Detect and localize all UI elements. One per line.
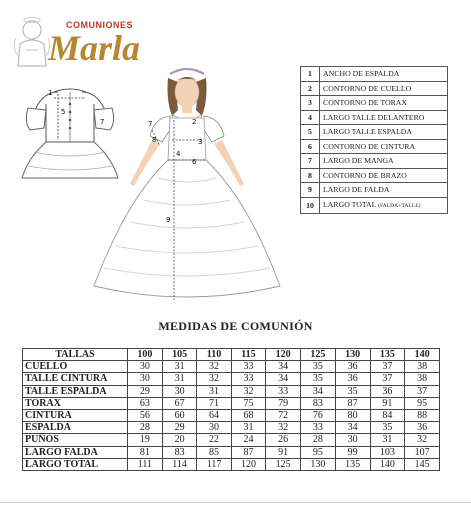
table-cell: 130 — [301, 458, 336, 470]
table-cell: 37 — [370, 373, 405, 385]
table-cell: 37 — [370, 361, 405, 373]
back-marker-7: 7 — [100, 118, 105, 126]
table-cell: 28 — [301, 434, 336, 446]
table-cell: 30 — [128, 361, 163, 373]
measurement-legend — [300, 66, 448, 214]
table-row — [23, 434, 440, 446]
table-cell: 34 — [335, 422, 370, 434]
table-cell: 30 — [335, 434, 370, 446]
table-header-row — [23, 349, 440, 361]
table-cell: 83 — [162, 446, 197, 458]
table-cell: 80 — [335, 409, 370, 421]
row-label: CINTURA — [23, 409, 128, 421]
table-cell: 20 — [162, 434, 197, 446]
row-label: PUÑOS — [23, 434, 128, 446]
table-cell: 135 — [335, 458, 370, 470]
row-label: ESPALDA — [23, 422, 128, 434]
table-cell: 71 — [197, 397, 231, 409]
front-marker-3: 3 — [198, 138, 203, 146]
table-row — [23, 409, 440, 421]
table-cell: 36 — [335, 361, 370, 373]
row-label: TALLE ESPALDA — [23, 385, 128, 397]
front-marker-8: 8 — [152, 136, 157, 144]
column-header: 120 — [266, 349, 301, 361]
table-row — [23, 373, 440, 385]
table-cell: 34 — [266, 373, 301, 385]
front-marker-4: 4 — [176, 150, 181, 158]
table-row — [23, 446, 440, 458]
table-cell: 24 — [231, 434, 266, 446]
table-cell: 35 — [370, 422, 405, 434]
table-cell: 35 — [335, 385, 370, 397]
table-cell: 125 — [266, 458, 301, 470]
table-cell: 95 — [405, 397, 440, 409]
column-header: 115 — [231, 349, 266, 361]
table-cell: 99 — [335, 446, 370, 458]
table-cell: 32 — [197, 373, 231, 385]
table-cell: 30 — [162, 385, 197, 397]
table-cell: 29 — [128, 385, 163, 397]
table-cell: 33 — [231, 361, 266, 373]
table-cell: 87 — [231, 446, 266, 458]
table-row — [23, 361, 440, 373]
row-label: TALLE CINTURA — [23, 373, 128, 385]
table-cell: 35 — [301, 361, 336, 373]
back-marker-5: 5 — [61, 108, 66, 116]
table-cell: 38 — [405, 361, 440, 373]
table-cell: 29 — [162, 422, 197, 434]
table-cell: 88 — [405, 409, 440, 421]
back-marker-1: 1 — [48, 89, 53, 97]
size-chart-table — [22, 348, 440, 471]
table-cell: 91 — [266, 446, 301, 458]
row-label: LARGO FALDA — [23, 446, 128, 458]
legend-row: 10 LARGO TOTAL (FALDA+TALLE) — [301, 197, 448, 213]
legend-row: 6 CONTORNO DE CINTURA — [301, 139, 448, 154]
table-cell: 33 — [266, 385, 301, 397]
table-cell: 85 — [197, 446, 231, 458]
table-cell: 64 — [197, 409, 231, 421]
page-title: MEDIDAS DE COMUNIÓN — [158, 319, 313, 333]
table-cell: 31 — [197, 385, 231, 397]
table-cell: 107 — [405, 446, 440, 458]
table-row — [23, 422, 440, 434]
table-cell: 26 — [266, 434, 301, 446]
table-cell: 31 — [231, 422, 266, 434]
table-cell: 34 — [266, 361, 301, 373]
table-cell: 145 — [405, 458, 440, 470]
table-cell: 117 — [197, 458, 231, 470]
table-cell: 140 — [370, 458, 405, 470]
column-header: 125 — [301, 349, 336, 361]
table-cell: 60 — [162, 409, 197, 421]
row-label: CUELLO — [23, 361, 128, 373]
table-row — [23, 458, 440, 470]
table-cell: 81 — [128, 446, 163, 458]
table-cell: 30 — [197, 422, 231, 434]
table-cell: 32 — [197, 361, 231, 373]
table-cell: 30 — [128, 373, 163, 385]
communion-dress-illustration — [86, 60, 288, 306]
column-header-tallas: TALLAS — [23, 349, 128, 361]
table-cell: 103 — [370, 446, 405, 458]
table-cell: 35 — [301, 373, 336, 385]
table-cell: 19 — [128, 434, 163, 446]
table-cell: 22 — [197, 434, 231, 446]
column-header: 110 — [197, 349, 231, 361]
table-cell: 37 — [405, 385, 440, 397]
table-cell: 83 — [301, 397, 336, 409]
table-row — [23, 397, 440, 409]
legend-row: 4 LARGO TALLE DELANTERO — [301, 110, 448, 125]
table-cell: 63 — [128, 397, 163, 409]
table-cell: 31 — [162, 361, 197, 373]
table-cell: 120 — [231, 458, 266, 470]
table-cell: 31 — [370, 434, 405, 446]
table-cell: 33 — [301, 422, 336, 434]
table-cell: 84 — [370, 409, 405, 421]
table-cell: 75 — [231, 397, 266, 409]
table-cell: 38 — [405, 373, 440, 385]
column-header: 135 — [370, 349, 405, 361]
front-marker-6: 6 — [192, 158, 197, 166]
row-label: TORAX — [23, 397, 128, 409]
table-cell: 36 — [405, 422, 440, 434]
table-cell: 79 — [266, 397, 301, 409]
column-header: 130 — [335, 349, 370, 361]
table-cell: 87 — [335, 397, 370, 409]
table-cell: 91 — [370, 397, 405, 409]
front-marker-9: 9 — [166, 216, 171, 224]
column-header: 105 — [162, 349, 197, 361]
table-cell: 72 — [266, 409, 301, 421]
column-header: 140 — [405, 349, 440, 361]
table-cell: 32 — [231, 385, 266, 397]
legend-row: 3 CONTORNO DE TORAX — [301, 96, 448, 111]
table-cell: 36 — [370, 385, 405, 397]
column-header: 100 — [128, 349, 163, 361]
table-cell: 67 — [162, 397, 197, 409]
table-cell: 32 — [405, 434, 440, 446]
table-cell: 34 — [301, 385, 336, 397]
row-label: LARGO TOTAL — [23, 458, 128, 470]
table-cell: 95 — [301, 446, 336, 458]
table-cell: 28 — [128, 422, 163, 434]
legend-row: 2 CONTORNO DE CUELLO — [301, 81, 448, 96]
legend-row: 8 CONTORNO DE BRAZO — [301, 168, 448, 183]
table-cell: 36 — [335, 373, 370, 385]
table-cell: 33 — [231, 373, 266, 385]
table-cell: 111 — [128, 458, 163, 470]
legend-row: 9 LARGO DE FALDA — [301, 183, 448, 198]
divider — [0, 502, 471, 503]
front-marker-7: 7 — [148, 120, 153, 128]
legend-row: 1 ANCHO DE ESPALDA — [301, 67, 448, 82]
front-marker-2: 2 — [192, 118, 197, 126]
table-cell: 114 — [162, 458, 197, 470]
table-row — [23, 385, 440, 397]
legend-row: 5 LARGO TALLE ESPALDA — [301, 125, 448, 140]
brand-subtitle: COMUNIONES — [66, 20, 134, 30]
table-cell: 76 — [301, 409, 336, 421]
table-cell: 56 — [128, 409, 163, 421]
table-cell: 31 — [162, 373, 197, 385]
brand-name: Marla — [48, 28, 141, 68]
table-cell: 32 — [266, 422, 301, 434]
table-cell: 68 — [231, 409, 266, 421]
legend-row: 7 LARGO DE MANGA — [301, 154, 448, 169]
